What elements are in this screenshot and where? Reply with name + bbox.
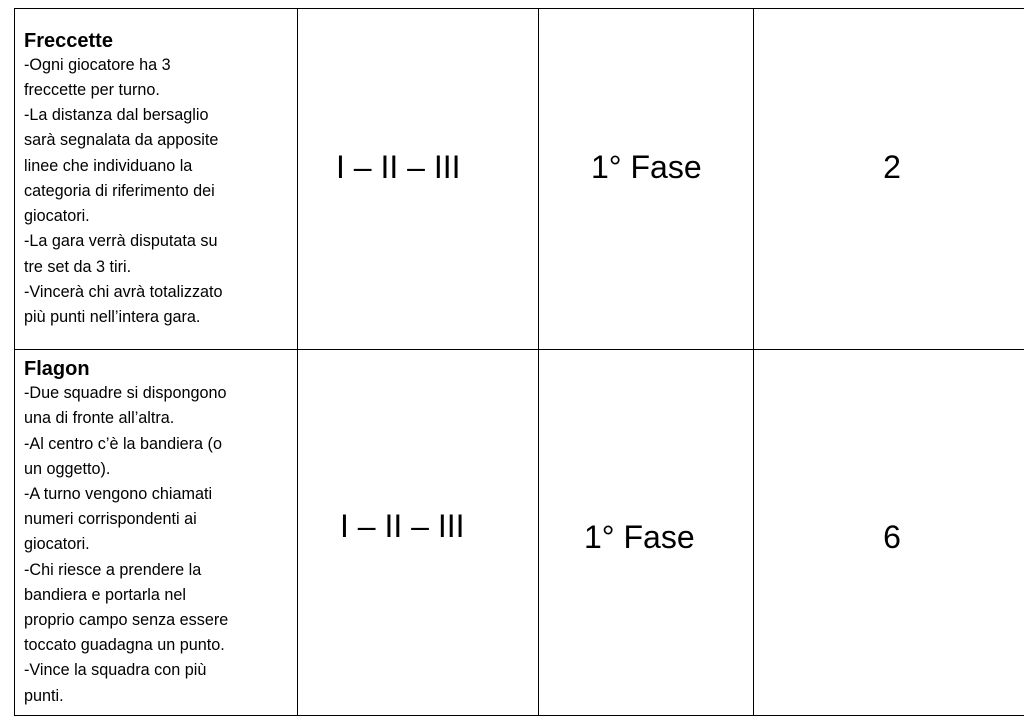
phase-text: 1° Fase — [584, 518, 695, 555]
rules-list — [24, 53, 289, 330]
rule-line: -Vincerà chi avrà totalizzato — [24, 282, 223, 301]
rule-line: -La distanza dal bersaglio — [24, 106, 209, 125]
number-cell — [754, 9, 1024, 350]
categories-text: I – II – III — [340, 507, 465, 544]
categories-cell — [298, 350, 539, 716]
number-cell — [754, 350, 1024, 716]
rule-line: -La gara verrà disputata su — [24, 232, 218, 251]
categories-cell — [298, 9, 539, 350]
rule-line: -Chi riesce a prendere la — [24, 560, 202, 579]
rule-line: -Ogni giocatore ha 3 — [24, 55, 171, 74]
game-title: Freccette — [24, 29, 113, 52]
number-text: 2 — [883, 149, 901, 185]
rule-line: una di fronte all’altra. — [24, 409, 175, 428]
game-description-cell — [15, 9, 298, 350]
rule-line: linee che individuano la — [24, 156, 193, 175]
rule-line: bandiera e portarla nel — [24, 585, 186, 604]
rules-list — [24, 381, 289, 709]
rule-line: sarà segnalata da apposite — [24, 131, 219, 150]
rule-line: proprio campo senza essere — [24, 611, 229, 629]
table-row — [15, 350, 1024, 716]
number-text: 6 — [883, 518, 901, 555]
phase-cell — [539, 350, 754, 716]
rule-line: più punti nell’intera gara. — [24, 307, 201, 326]
rule-line: giocatori. — [24, 207, 90, 226]
rule-line: categoria di riferimento dei — [24, 181, 215, 200]
rule-line: freccette per turno. — [24, 81, 160, 100]
phase-cell — [539, 9, 754, 350]
games-table — [14, 8, 1024, 716]
rule-line: un oggetto). — [24, 459, 111, 478]
game-description-cell — [15, 350, 298, 716]
rule-line: -Vince la squadra con più — [24, 661, 207, 680]
rule-line: -A turno vengono chiamati — [24, 484, 213, 503]
phase-text: 1° Fase — [591, 149, 702, 185]
rule-line: toccato guadagna un punto. — [24, 636, 225, 655]
rule-line: numeri corrispondenti ai — [24, 510, 197, 529]
categories-text: I – II – III — [336, 149, 461, 185]
game-title: Flagon — [24, 358, 90, 381]
table-row — [15, 9, 1024, 350]
rule-line: giocatori. — [24, 535, 90, 554]
rule-line: -Due squadre si dispongono — [24, 384, 227, 403]
rule-line: tre set da 3 tiri. — [24, 257, 132, 276]
rule-line: -Al centro c’è la bandiera (o — [24, 434, 222, 453]
rule-line: punti. — [24, 686, 64, 705]
